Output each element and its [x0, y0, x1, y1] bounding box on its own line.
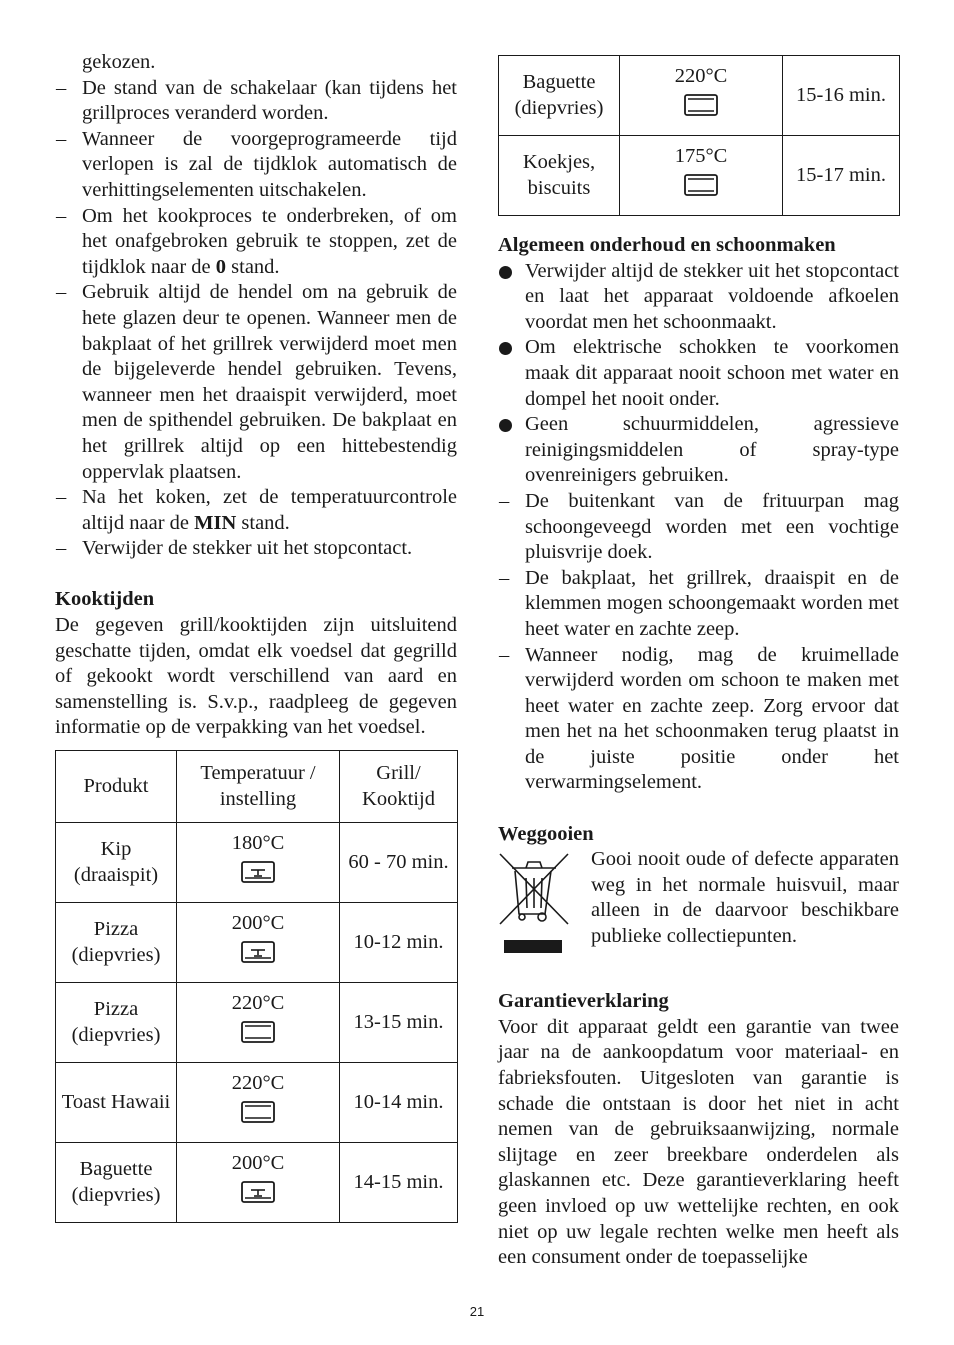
page-number: 21: [469, 1304, 485, 1319]
product-cell: Toast Hawaii: [56, 1063, 177, 1143]
temp-cell: 220°C: [177, 983, 340, 1063]
product-cell: Koekjes, biscuits: [499, 136, 620, 216]
section-heading: Weggooien: [498, 822, 594, 845]
table-row: [56, 823, 458, 903]
rotisserie-icon: [241, 861, 275, 883]
table-row: [56, 1063, 458, 1143]
table-row: [56, 983, 458, 1063]
list-item: – Gebruik altijd de hendel om na gebruik de hete glazen deur te openen. Wanneer men de bakplaat of het grillrek verwijderd moet men de bijgeleverde hendel gebruiken. Tevens, wanneer men het draaispit verwijderd, moet men de spithendel gebruiken. De bakplaat en het grillrek altijd op een hittebestendig oppervlak plaatsen.: [56, 281, 457, 483]
list-item: – Na het koken, zet de temperatuurcontrole altijd naar de MIN stand.: [56, 486, 457, 534]
time-cell: 10-12 min.: [340, 903, 458, 983]
bullet-icon: [499, 266, 512, 279]
time-cell: 13-15 min.: [340, 983, 458, 1063]
temp-cell: 200°C: [177, 1143, 340, 1223]
table-row: [499, 56, 900, 136]
product-cell: Pizza (diepvries): [56, 903, 177, 983]
list-item: – Wanneer de voorgeprogrameerde tijd verlopen is zal de tijdklok automatisch de verhittingselementen uitschakelen.: [56, 127, 457, 201]
temp-cell: 220°C: [620, 56, 783, 136]
table-row: [499, 136, 900, 216]
bullet-icon: [499, 419, 512, 432]
paragraph: Gooi nooit oude of defecte apparaten weg in het normale huisvuil, maar alleen in de daarvoor beschikbare publieke collectiepunten.: [591, 848, 899, 948]
paragraph: De gegeven grill/kooktijden zijn uitsluitend geschatte tijden, omdat elk voedsel dat gegrilld of gekookt wordt verschillend van aard en samenstelling is. S.v.p., raadpleeg de gegeven informatie op de verpakking van het voedsel.: [55, 614, 457, 739]
temp-cell: 180°C: [177, 823, 340, 903]
list-item: – De buitenkant van de frituurpan mag schoongeveegd worden met een vochtige pluisvrije doek.: [499, 489, 899, 564]
top-bottom-heat-icon: [684, 94, 718, 116]
continuation-text: gekozen.: [82, 51, 156, 73]
time-cell: 14-15 min.: [340, 1143, 458, 1223]
time-cell: 15-16 min.: [783, 56, 900, 136]
time-cell: 10-14 min.: [340, 1063, 458, 1143]
list-item: – Om het kookproces te onderbreken, of om het onafgebroken gebruik te stoppen, zet de tijdklok naar de 0 stand.: [56, 204, 457, 278]
cooking-table-continued: [498, 55, 900, 216]
top-bottom-heat-icon: [684, 174, 718, 196]
list-item: – Verwijder de stekker uit het stopcontact.: [56, 537, 413, 560]
temp-cell: 200°C: [177, 903, 340, 983]
time-cell: 15-17 min.: [783, 136, 900, 216]
list-item: – De stand van de schakelaar (kan tijdens het grillproces veranderd worden.: [56, 76, 457, 125]
rotisserie-icon: [241, 941, 275, 963]
section-heading: Kooktijden: [55, 588, 155, 611]
list-item: – De bakplaat, het grillrek, draaispit en de klemmen mogen schoongemaakt worden met heet water en zachte zeep.: [499, 566, 899, 640]
section-heading: Garantieverklaring: [498, 990, 669, 1013]
bullet-icon: [499, 342, 512, 355]
table-header: Temperatuur / instelling: [177, 751, 340, 823]
table-header: Produkt: [56, 751, 177, 823]
temp-cell: 175°C: [620, 136, 783, 216]
list-item: – Wanneer nodig, mag de kruimellade verwijderd worden om schoon te maken met heet water en zachte zeep. Zorg ervoor dat men het na het schoonmaken terug plaatst in de juiste positie onder het verwarmingselement.: [499, 643, 899, 794]
time-cell: 60 - 70 min.: [340, 823, 458, 903]
temp-cell: 220°C: [177, 1063, 340, 1143]
list-item: Om elektrische schokken te voorkomen maak dit apparaat nooit schoon met water en dompel het nooit onder.: [498, 335, 899, 412]
list-item: Geen schuurmiddelen, agressieve reinigingsmiddelen of spray-type ovenreinigers gebruiken.: [498, 412, 899, 489]
rotisserie-icon: [241, 1181, 275, 1203]
table-header-row: [56, 751, 458, 823]
top-bottom-heat-icon: [241, 1021, 275, 1043]
product-cell: Baguette (diepvries): [499, 56, 620, 136]
left-column: [55, 50, 457, 1223]
product-cell: Kip (draaispit): [56, 823, 177, 903]
table-row: [56, 903, 458, 983]
section-heading: Algemeen onderhoud en schoonmaken: [498, 234, 836, 256]
disposal-block: [498, 847, 899, 975]
table-header: Grill/ Kooktijd: [340, 751, 458, 823]
table-row: [56, 1143, 458, 1223]
crossed-out-bin-icon: [498, 850, 570, 954]
product-cell: Pizza (diepvries): [56, 983, 177, 1063]
product-cell: Baguette (diepvries): [56, 1143, 177, 1223]
list-item: Verwijder altijd de stekker uit het stopcontact en laat het apparaat voldoende afkoelen voordat men het schoonmaakt.: [498, 259, 899, 336]
top-bottom-heat-icon: [241, 1101, 275, 1123]
paragraph: Voor dit apparaat geldt een garantie van twee jaar na de aankoopdatum voor materiaal- en fabrieksfouten. Uitgesloten van garantie is schade die ontstaan is door het niet in acht nemen van de gebruiksaanwijzing, normale slijtage en zeer breekbare onderdelen als glaskannen etc. Deze garantieverklaring heeft geen invloed op uw wettelijke rechten, en ook niet op uw legale rechten welke men heeft als een consument onder de toepasselijke: [498, 1015, 899, 1269]
cooking-table: [55, 750, 458, 1223]
right-column: [498, 55, 899, 1271]
